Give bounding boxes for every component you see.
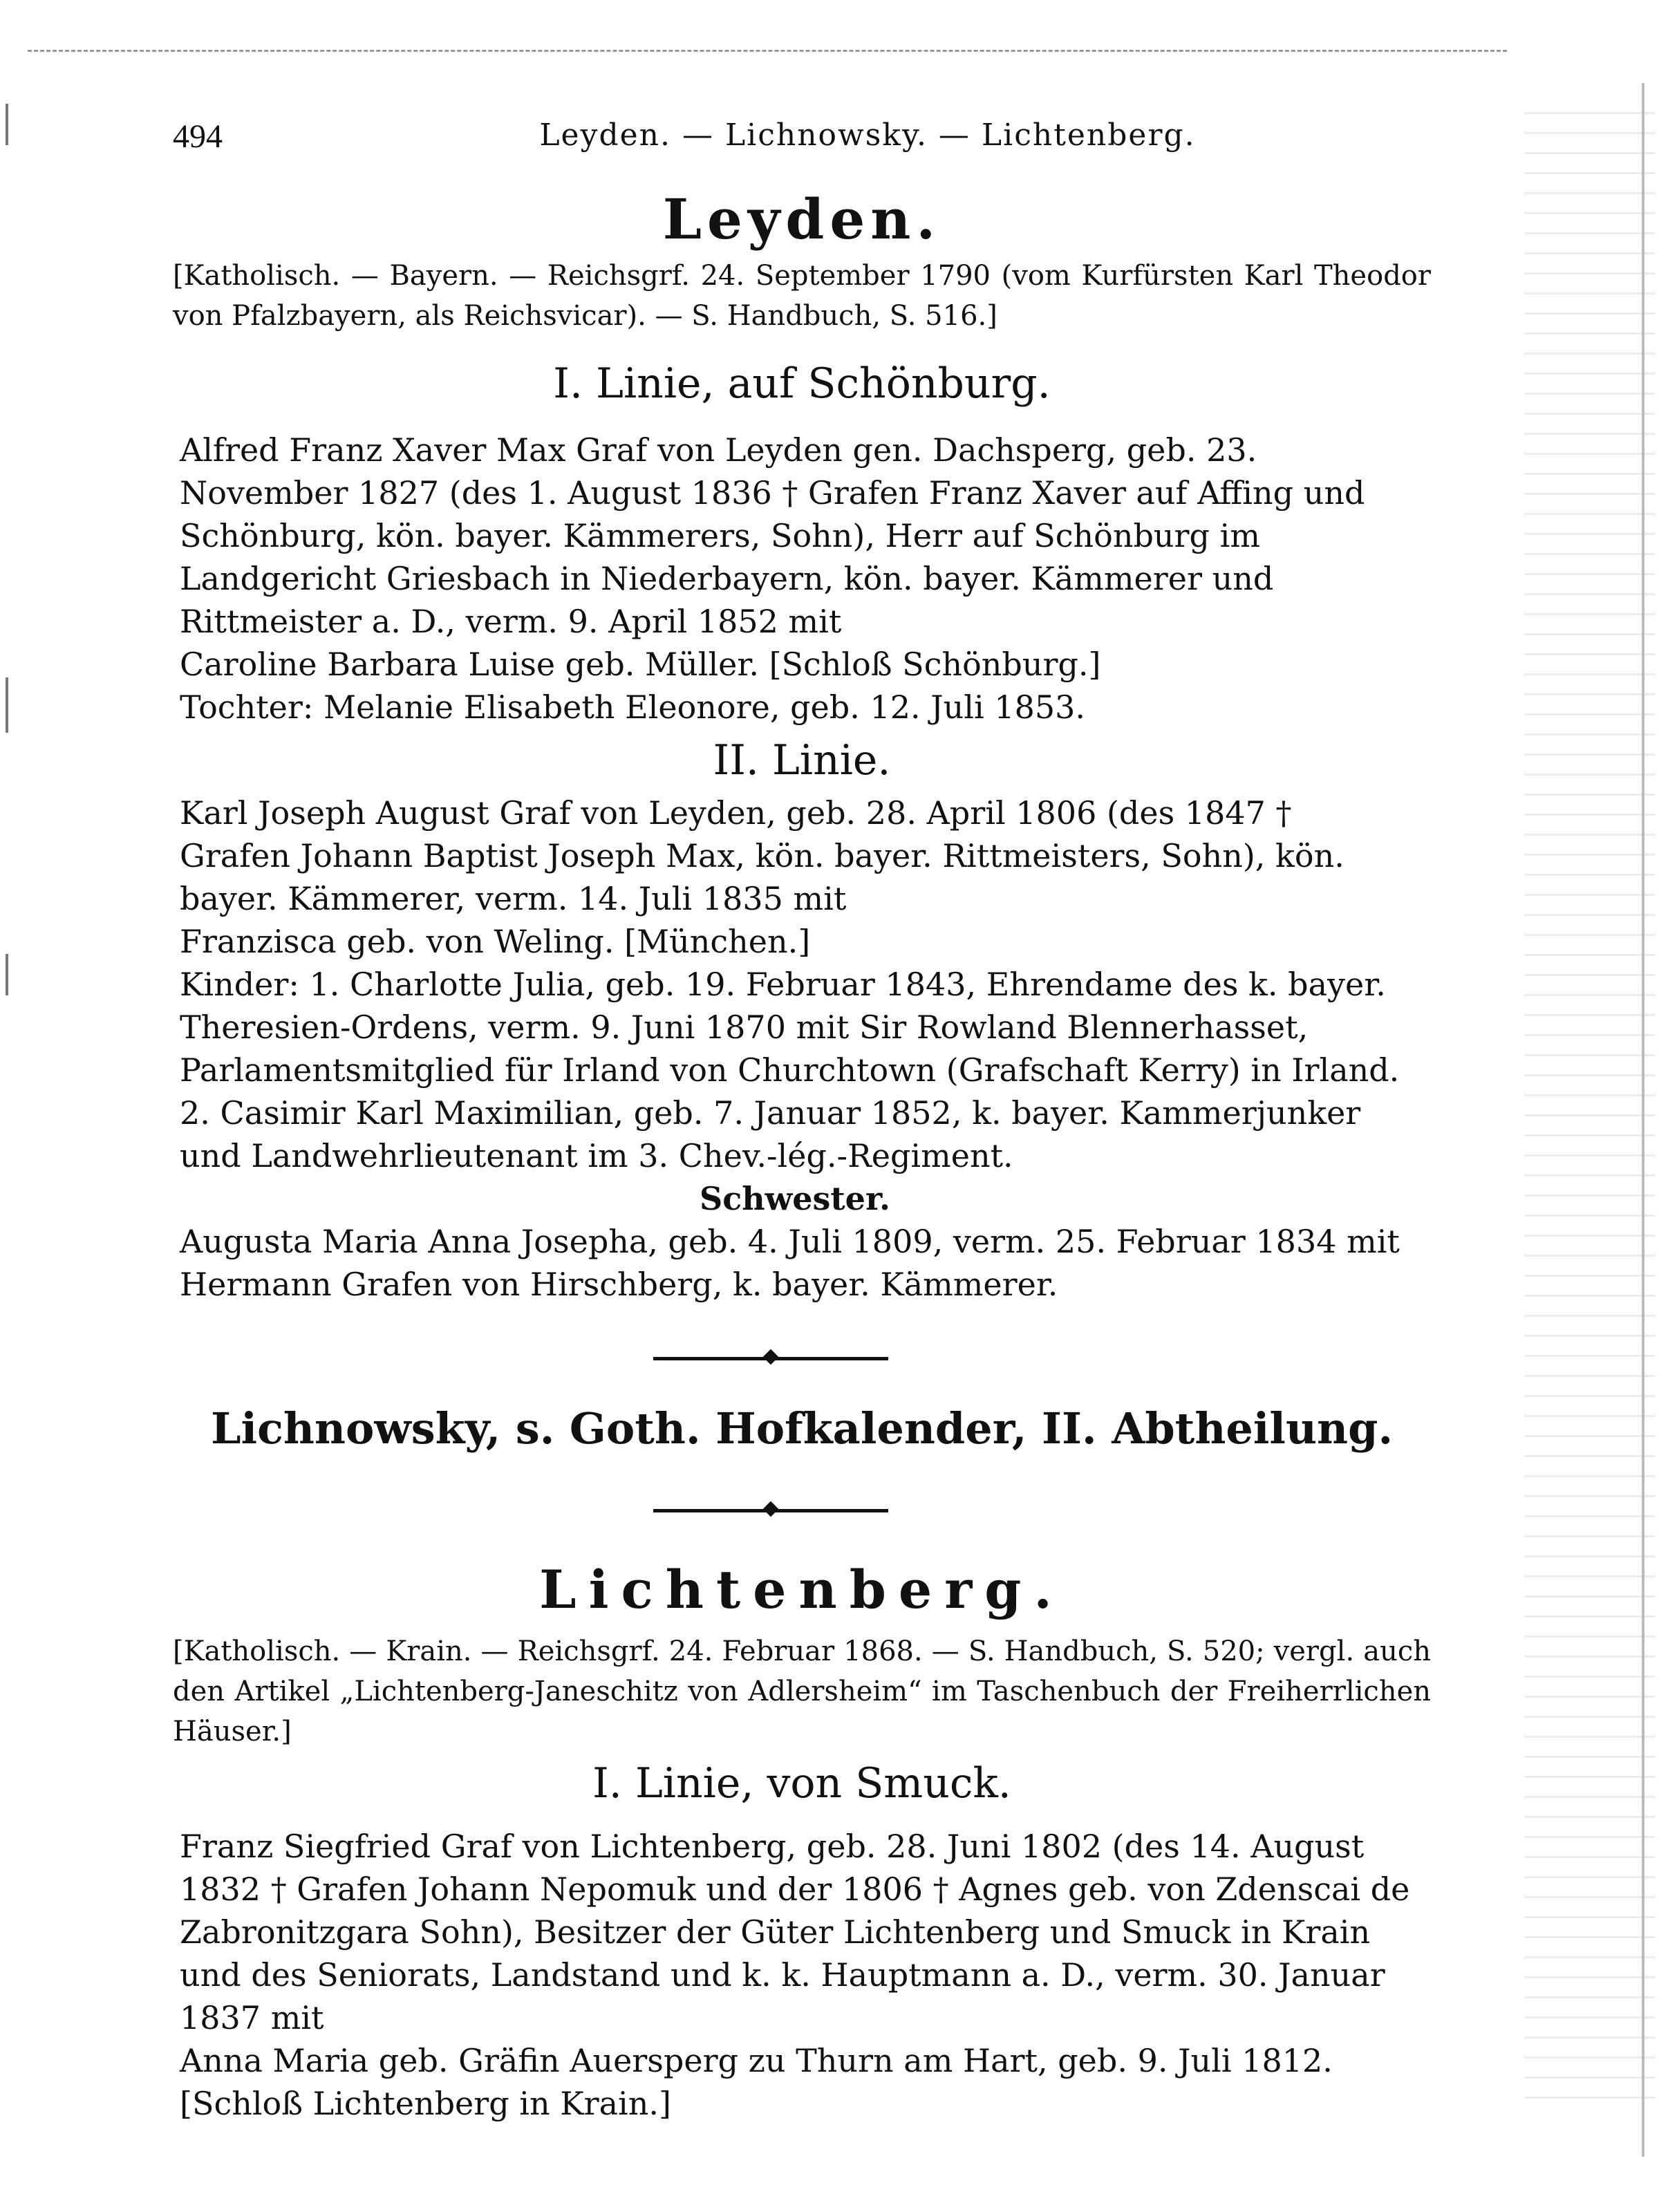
leyden-line2-child2: 2. Casimir Karl Maximilian, geb. 7. Januar 1852, k. bayer. Kammerjunker und Landwehrlieutenant im 3. Chev.-lég.-Regiment. [180, 1094, 1361, 1174]
facing-page-bleed [1524, 104, 1656, 2108]
leyden-line2-child1: Kinder: 1. Charlotte Julia, geb. 19. Februar 1843, Ehrendame des k. bayer. Theresien-Ordens, verm. 9. Juni 1870 mit Sir Rowland Blennerhasset, Parlamentsmitglied für Irland von Churchtown (Grafschaft Kerry) in Irland. [180, 966, 1400, 1089]
lichtenberg-line1-entry [180, 1825, 1410, 2125]
leyden-title: Leyden. [662, 187, 941, 252]
leyden-line2-sister: Augusta Maria Anna Josepha, geb. 4. Juli 1809, verm. 25. Februar 1834 mit Hermann Grafen von Hirschberg, k. bayer. Kämmerer. [180, 1223, 1400, 1303]
leyden-note-text: [Katholisch. — Bayern. — Reichsgrf. 24. September 1790 (vom Kurfürsten Karl Theodor von Pfalzbayern, als Reichsvicar). — S. Handbuch, S. 516.] [173, 260, 1431, 332]
leyden-line1-wife: Caroline Barbara Luise geb. Müller. [Schloß Schönburg.] [180, 646, 1101, 683]
margin-mark [6, 677, 8, 733]
leyden-line2-entry [180, 791, 1410, 1306]
page-gutter-line [1642, 83, 1644, 2157]
running-header [173, 118, 1431, 159]
lichnowsky-title: Lichnowsky, s. Goth. Hofkalender, II. Abtheilung. [210, 1403, 1394, 1454]
leyden-line1-entry [180, 429, 1410, 729]
margin-mark [6, 954, 8, 995]
running-head: Leyden. — Lichnowsky. — Lichtenberg. [539, 118, 1196, 153]
leyden-line2-sister-heading: Schwester. [700, 1180, 890, 1217]
lichtenberg-note-text: [Katholisch. — Krain. — Reichsgrf. 24. Februar 1868. — S. Handbuch, S. 520; vergl. auch den Artikel „Lichtenberg-Janeschitz von Adlersheim“ im Taschenbuch der Freiherrlichen Häuser.] [173, 1635, 1431, 1747]
leyden-line2-wife: Franzisca geb. von Weling. [München.] [180, 923, 811, 960]
section-divider [653, 1503, 888, 1517]
page-number: 494 [173, 118, 223, 155]
margin-mark [6, 104, 8, 145]
leyden-note [173, 256, 1431, 336]
lichtenberg-title: Lichtenberg. [539, 1559, 1065, 1620]
section-divider [653, 1351, 888, 1365]
leyden-line1-daughter: Tochter: Melanie Elisabeth Eleonore, geb. 12. Juli 1853. [180, 688, 1086, 726]
lichtenberg-note [173, 1631, 1431, 1752]
leyden-line1-heading: I. Linie, auf Schönburg. [553, 359, 1051, 408]
lichtenberg-line1-wife: Anna Maria geb. Gräfin Auersperg zu Thurn am Hart, geb. 9. Juli 1812. [Schloß Lichtenberg in Krain.] [180, 2042, 1333, 2122]
lichtenberg-line1-text: Franz Siegfried Graf von Lichtenberg, geb. 28. Juni 1802 (des 14. August 1832 † Grafen Johann Nepomuk und der 1806 † Agnes geb. von Zdenscai de Zabronitzgara Sohn), Besitzer der Güter Lichtenberg und Smuck in Krain und des Seniorats, Landstand und k. k. Hauptmann a. D., verm. 30. Januar 1837 mit [180, 1828, 1410, 2036]
leyden-line2-text: Karl Joseph August Graf von Leyden, geb. 28. April 1806 (des 1847 † Grafen Johann Baptist Joseph Max, kön. bayer. Rittmeisters, Sohn), kön. bayer. Kämmerer, verm. 14. Juli 1835 mit [180, 794, 1344, 917]
leyden-line1-text: Alfred Franz Xaver Max Graf von Leyden gen. Dachsperg, geb. 23. November 1827 (des 1. August 1836 † Grafen Franz Xaver auf Affing und Schönburg, kön. bayer. Kämmerers, Sohn), Herr auf Schönburg im Landgericht Griesbach in Niederbayern, kön. bayer. Kämmerer und Rittmeister a. D., verm. 9. April 1852 mit [180, 431, 1365, 640]
leyden-line2-heading: II. Linie. [713, 736, 891, 785]
page-edge-top [28, 50, 1507, 52]
lichtenberg-line1-heading: I. Linie, von Smuck. [592, 1759, 1011, 1808]
